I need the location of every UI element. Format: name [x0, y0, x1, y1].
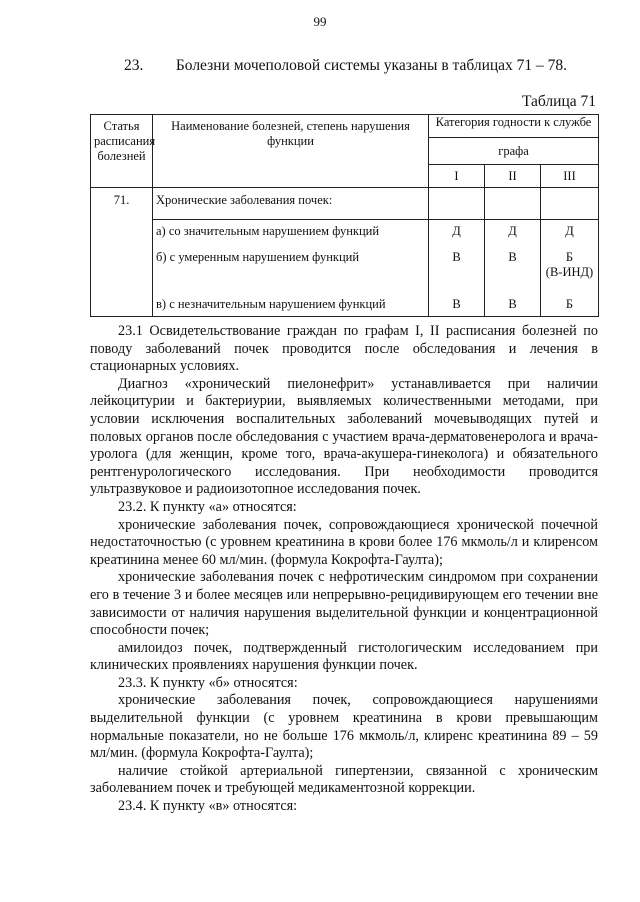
row-col-2: В	[485, 248, 541, 288]
row-col-2	[485, 188, 541, 220]
header-category: Категория годности к службе	[429, 115, 599, 138]
table-row	[91, 188, 599, 220]
row-col-1: В	[429, 248, 485, 288]
row-col-2: В	[485, 288, 541, 317]
header-col-1: I	[429, 165, 485, 188]
header-col-3: III	[541, 165, 599, 188]
table-row	[91, 220, 599, 249]
row-col-3-note: (В-ИНД)	[545, 265, 594, 279]
table-row	[91, 248, 599, 288]
header-disease-name: Наименование болезней, степень нарушения функции	[153, 115, 429, 188]
paragraph: хронические заболевания почек, сопровождающиеся хронической почечной недостаточностью (с уровнем креатинина в крови более 176 мкмоль/л и клиренсом креатинина менее 60 мл/мин. (формула Кокрофта-Гаулта);	[90, 516, 598, 568]
paragraph: 23.1 Освидетельствование граждан по графам I, II расписания болезней по поводу заболеваний почек проводится после обследования и лечения в стационарных условиях.	[90, 323, 598, 375]
row-col-3	[541, 248, 599, 288]
row-col-1: Д	[429, 220, 485, 249]
header-graph: графа	[429, 138, 599, 165]
row-name: б) с умеренным нарушением функций	[153, 248, 429, 288]
paragraph: Диагноз «хронический пиелонефрит» устанавливается при наличии лейкоцитурии и бактериурии, выявляемых количественными методами, при условии исключения воспалительных заболеваний мочевыводящих путей и половых органов после обследования с участием врача-дерматовенеролога и врача-уролога (для женщин, кроме того, врача-акушера-гинеколога) и обязательного рентгенурологического исследования. При необходимости проводится ультразвуковое и радиоизотопное исследования почек.	[90, 375, 598, 498]
paragraph: амилоидоз почек, подтвержденный гистологическим исследованием при клинических проявлениях нарушения функции почек.	[90, 639, 598, 674]
header-col-2: II	[485, 165, 541, 188]
page-number: 99	[313, 14, 327, 29]
paragraph: наличие стойкой артериальной гипертензии, связанной с хроническим заболеванием почек и требующей медикаментозной коррекции.	[90, 762, 598, 797]
section-title: Болезни мочеполовой системы указаны в таблицах 71 – 78.	[175, 57, 568, 74]
row-col-3: Д	[541, 220, 599, 249]
table-header-row	[91, 115, 599, 138]
body-text	[90, 323, 598, 816]
section-heading	[124, 57, 567, 75]
row-col-3: Б	[541, 288, 599, 317]
paragraph: хронические заболевания почек с нефротическим синдромом при сохранении его в течение 3 и более месяцев или непрерывно-рецидивирующем его течении вне зависимости от наличия нарушения выделительной функции и концентрационной способности почек;	[90, 569, 598, 639]
paragraph: 23.4. К пункту «в» относятся:	[118, 798, 298, 815]
row-name: в) с незначительным нарушением функций	[153, 288, 429, 317]
table-caption: Таблица 71	[521, 93, 596, 110]
table-row	[91, 288, 599, 317]
paragraph: хронические заболевания почек, сопровождающиеся нарушениями выделительной функции (с уровнем креатинина в крови превышающим нормальные показатели, но не больше 176 мкмоль/л, клиренс креатинина 89 – 59 мл/мин. (формула Кокрофта-Гаулта);	[90, 692, 598, 762]
row-col-3-value: Б	[565, 250, 574, 264]
row-name: а) со значительным нарушением функций	[153, 220, 429, 249]
row-name: Хронические заболевания почек:	[153, 188, 429, 220]
row-col-3	[541, 188, 599, 220]
row-col-2: Д	[485, 220, 541, 249]
paragraph: 23.3. К пункту «б» относятся:	[118, 674, 298, 691]
row-article: 71.	[91, 188, 153, 317]
row-col-1	[429, 188, 485, 220]
diseases-table	[90, 114, 599, 317]
row-col-1: В	[429, 288, 485, 317]
paragraph: 23.2. К пункту «а» относятся:	[118, 498, 297, 515]
section-number: 23.	[124, 57, 144, 74]
header-article: Статья расписания болезней	[91, 115, 153, 188]
